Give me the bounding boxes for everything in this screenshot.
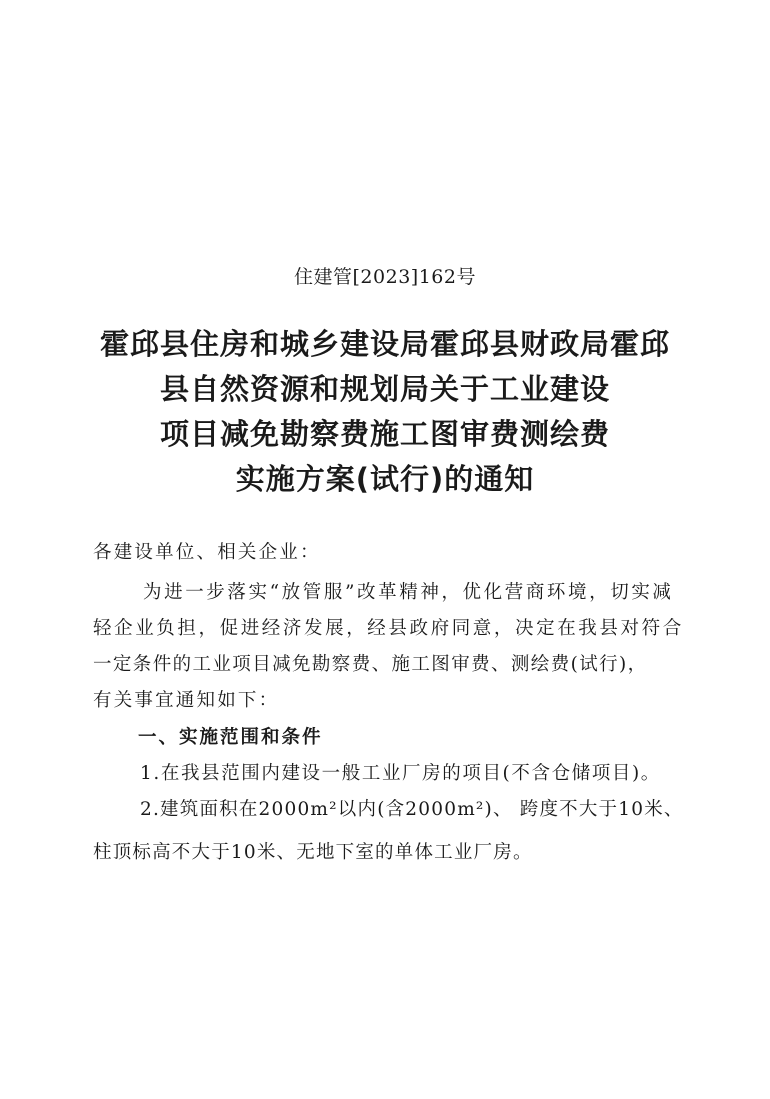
section-item: 2.建筑面积在2000m²以内(含2000m²)、 跨度不大于10米、	[140, 799, 684, 820]
salutation: 各建设单位、相关企业：	[93, 542, 321, 563]
title-line: 项目减免勘察费施工图审费测绘费	[159, 417, 610, 451]
section-item-continuation: 柱顶标高不大于10米、无地下室的单体工业厂房。	[93, 842, 533, 863]
title-line: 县自然资源和规划局关于工业建设	[159, 372, 610, 406]
intro-paragraph-line: 轻企业负担，促进经济发展，经县政府同意，决定在我县对符合	[93, 618, 684, 639]
intro-paragraph-line: 为进一步落实“放管服”改革精神，优化营商环境，切实减	[143, 582, 674, 603]
document-title	[60, 322, 710, 502]
document-number: 住建管[2023]162号	[294, 266, 476, 288]
section-item: 1.在我县范围内建设一般工业厂房的项目(不含仓储项目)。	[140, 763, 661, 784]
title-line: 实施方案(试行)的通知	[235, 462, 535, 496]
intro-paragraph-line: 有关事宜通知如下：	[93, 690, 280, 711]
title-line: 霍邱县住房和城乡建设局霍邱县财政局霍邱	[99, 327, 670, 361]
section-heading: 一、实施范围和条件	[138, 727, 323, 748]
intro-paragraph-line: 一定条件的工业项目减免勘察费、施工图审费、测绘费(试行)，	[93, 654, 648, 675]
